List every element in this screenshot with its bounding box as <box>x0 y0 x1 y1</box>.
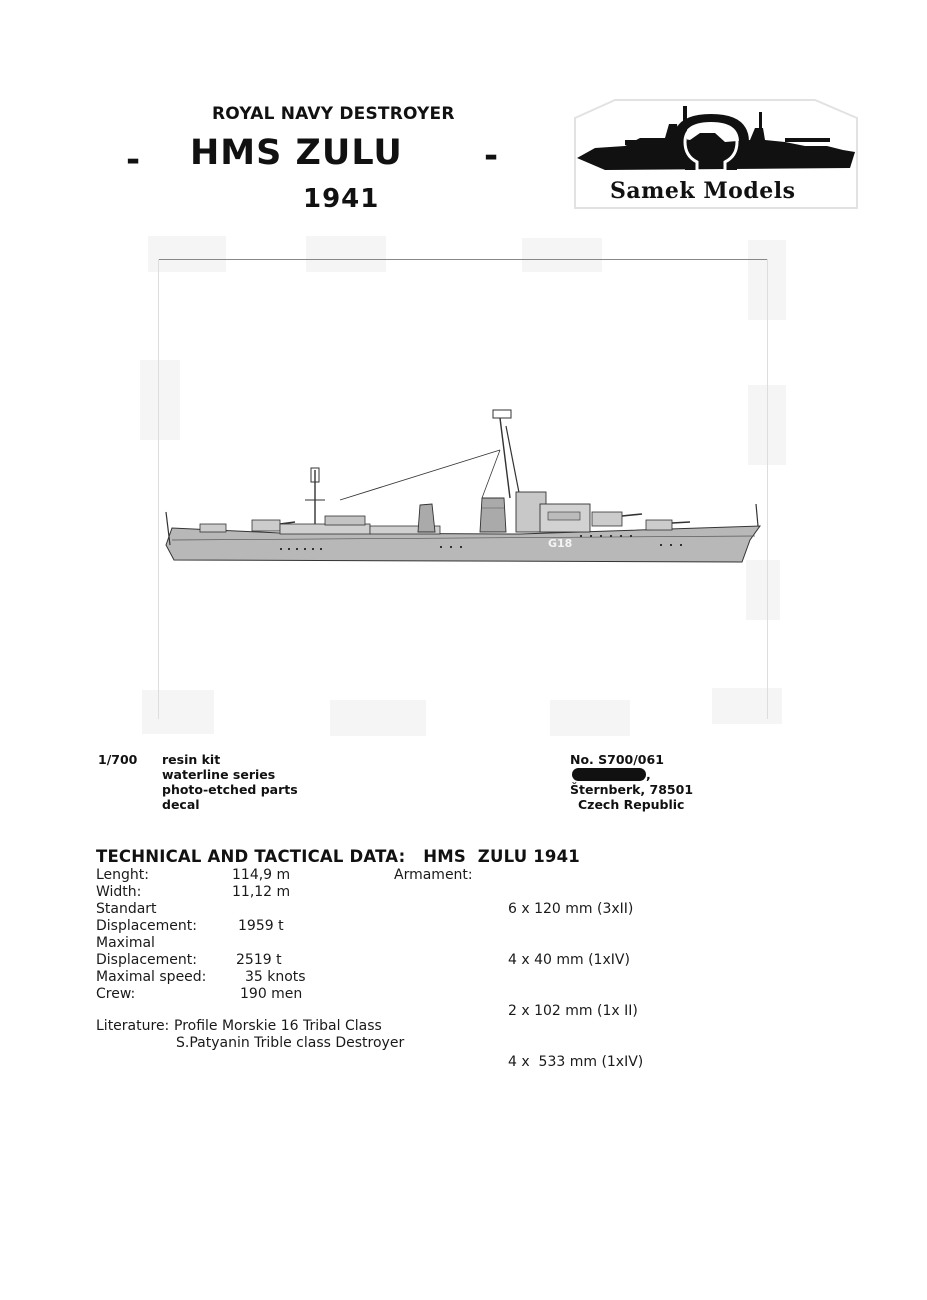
page-title: HMS ZULU <box>190 133 403 173</box>
year: 1941 <box>303 184 380 214</box>
literature-label: Literature: <box>96 1018 170 1034</box>
catalog-number: No. S700/061 <box>570 752 664 767</box>
address-line-redacted <box>570 767 693 782</box>
literature-item: Profile Morskie 16 Tribal Class <box>174 1018 382 1034</box>
kit-feature: decal <box>162 797 200 812</box>
spec-value: 11,12 m <box>232 884 291 900</box>
armament-item: 4 x 533 mm (1xIV) <box>508 1054 644 1070</box>
tape-mark <box>712 688 782 724</box>
tape-mark <box>522 238 602 272</box>
spec-value: 35 knots <box>245 969 306 985</box>
frame-left-line <box>158 259 159 719</box>
kit-feature: photo-etched parts <box>162 782 298 797</box>
redaction-bar <box>572 768 646 781</box>
subtitle: ROYAL NAVY DESTROYER <box>212 104 455 124</box>
spec-labels <box>96 867 206 1003</box>
spec-value: 2519 t <box>236 952 282 968</box>
spec-label: Standart <box>96 901 157 917</box>
address-country: Czech Republic <box>578 797 685 812</box>
frame-top-line <box>158 259 768 260</box>
spec-label: Crew: <box>96 986 136 1002</box>
tape-mark <box>148 236 226 272</box>
tech-heading: TECHNICAL AND TACTICAL DATA: HMS ZULU 1941 <box>96 847 580 866</box>
title-dash-right: - <box>484 136 499 176</box>
spec-label: Maximal <box>96 935 155 951</box>
spec-label: Maximal speed: <box>96 969 207 985</box>
destroyer-profile-icon <box>160 400 770 575</box>
armament-list <box>508 867 643 1088</box>
hull-number: G18 <box>548 537 573 550</box>
address-city: Šternberk, 78501 <box>570 782 694 797</box>
spec-label: Displacement: <box>96 918 197 934</box>
spec-label: Displacement: <box>96 952 197 968</box>
address-block <box>570 752 693 812</box>
armament-item: 6 x 120 mm (3xII) <box>508 901 634 917</box>
tape-mark <box>330 700 426 736</box>
tape-mark <box>142 690 214 734</box>
armament-item: 2 x 102 mm (1x II) <box>508 1003 638 1019</box>
kit-features <box>162 752 298 812</box>
armament-label: Armament: <box>394 867 473 883</box>
kit-scale: 1/700 <box>98 752 138 767</box>
spec-label: Width: <box>96 884 142 900</box>
literature-item: S.Patyanin Trible class Destroyer <box>176 1035 405 1051</box>
spec-value: 1959 t <box>238 918 284 934</box>
kit-feature: resin kit <box>162 752 221 767</box>
title-dash-left: - <box>126 140 141 180</box>
brand-name: Samek Models <box>610 178 796 204</box>
address-comma: , <box>646 767 651 782</box>
tape-mark <box>306 236 386 272</box>
tape-mark <box>550 700 630 736</box>
armament-item: 4 x 40 mm (1xIV) <box>508 952 630 968</box>
spec-label: Lenght: <box>96 867 150 883</box>
kit-feature: waterline series <box>162 767 276 782</box>
spec-value: 190 men <box>240 986 303 1002</box>
spec-value: 114,9 m <box>232 867 291 883</box>
